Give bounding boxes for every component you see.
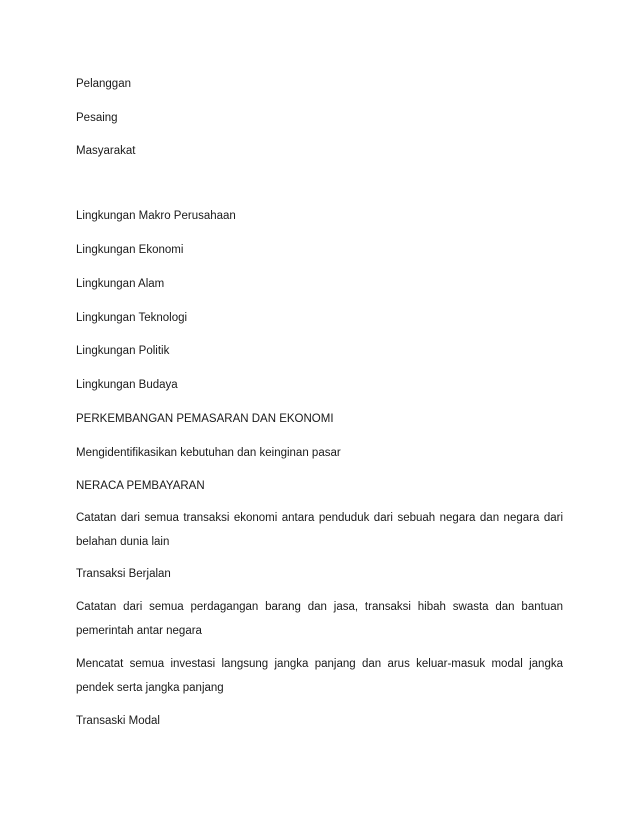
line-lingkungan-politik: Lingkungan Politik xyxy=(76,345,170,357)
paragraph-mencatat-investasi: Mencatat semua investasi langsung jangka panjang dan arus keluar-masuk modal jangka pendek serta jangka panjang xyxy=(76,658,563,694)
heading-perkembangan-pemasaran: PERKEMBANGAN PEMASARAN DAN EKONOMI xyxy=(76,413,334,425)
line-lingkungan-alam: Lingkungan Alam xyxy=(76,278,165,290)
line-mengidentifikasikan: Mengidentifikasikan kebutuhan dan keinginan pasar xyxy=(76,447,341,459)
line-lingkungan-teknologi: Lingkungan Teknologi xyxy=(76,312,188,324)
line-masyarakat: Masyarakat xyxy=(76,145,136,157)
paragraph-catatan-perdagangan: Catatan dari semua perdagangan barang dan jasa, transaksi hibah swasta dan bantuan pemerintah antar negara xyxy=(76,601,563,637)
line-pelanggan: Pelanggan xyxy=(76,78,131,90)
line-lingkungan-makro: Lingkungan Makro Perusahaan xyxy=(76,210,236,222)
line-lingkungan-ekonomi: Lingkungan Ekonomi xyxy=(76,244,184,256)
line-pesaing: Pesaing xyxy=(76,112,118,124)
paragraph-catatan-transaksi: Catatan dari semua transaksi ekonomi antara penduduk dari sebuah negara dan negara dari belahan dunia lain xyxy=(76,512,563,548)
heading-transaski-modal: Transaski Modal xyxy=(76,715,160,727)
heading-neraca-pembayaran: NERACA PEMBAYARAN xyxy=(76,480,205,492)
heading-transaksi-berjalan: Transaksi Berjalan xyxy=(76,568,171,580)
line-lingkungan-budaya: Lingkungan Budaya xyxy=(76,379,178,391)
